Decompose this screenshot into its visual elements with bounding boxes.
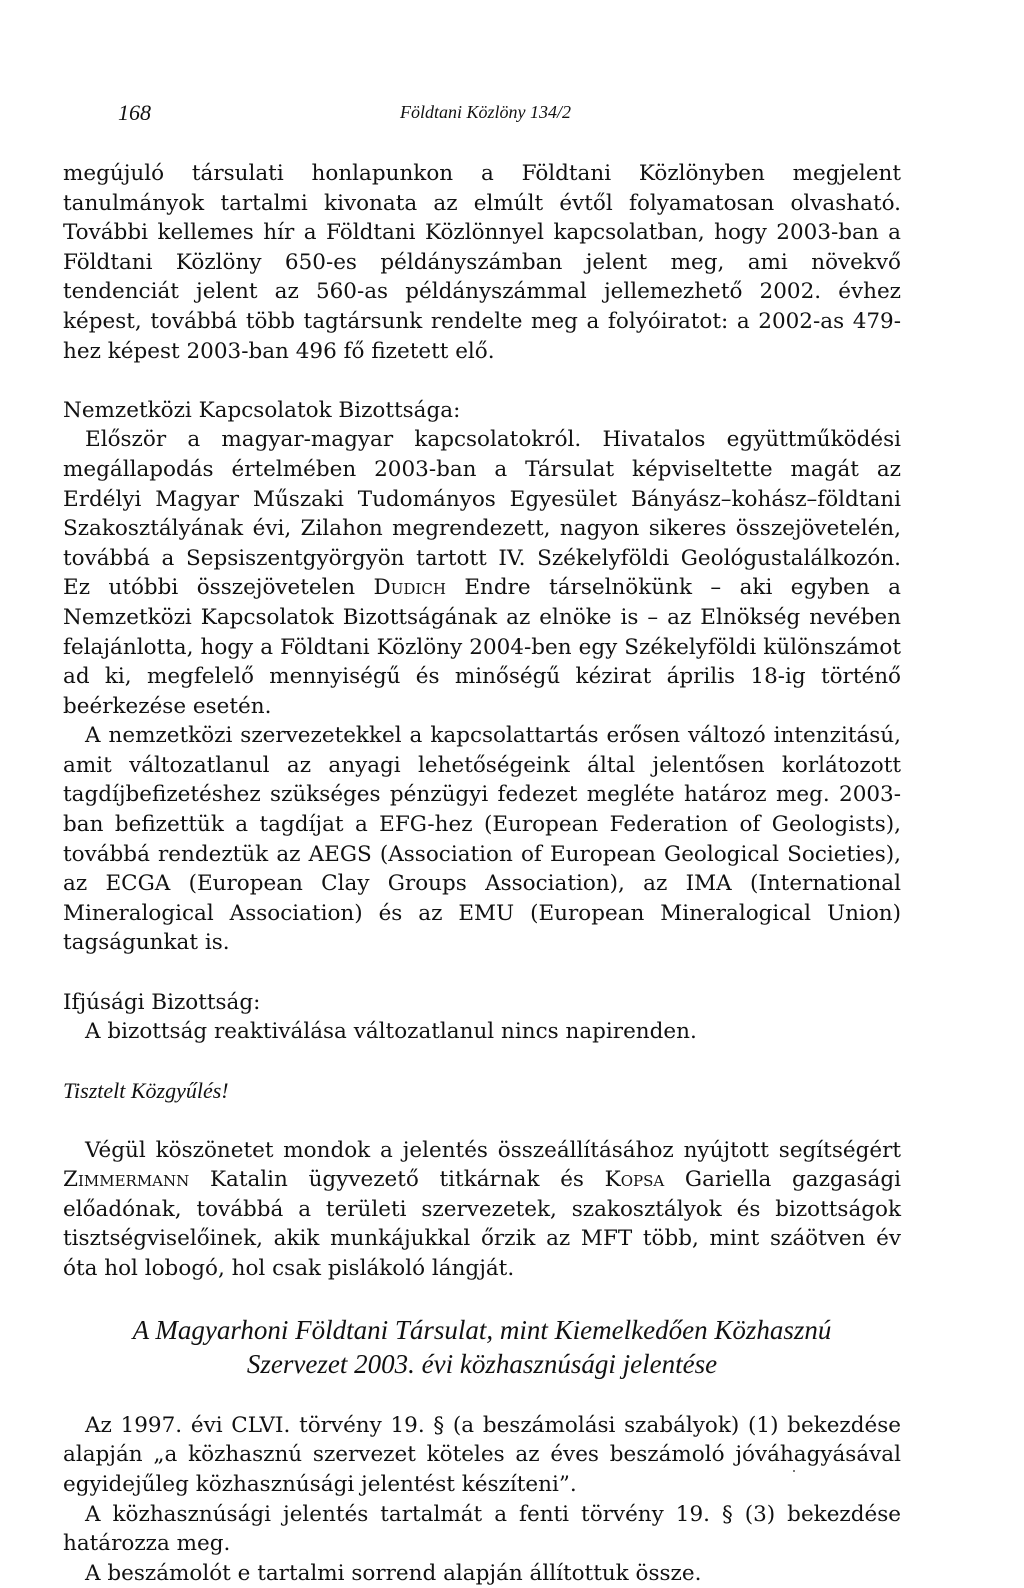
spacer: [63, 1047, 901, 1077]
salutation: Tisztelt Közgyűlés!: [63, 1078, 229, 1104]
section-title-international: Nemzetközi Kapcsolatok Bizottsága:: [63, 397, 461, 423]
paragraph-law-1: Az 1997. évi CLVI. törvény 19. § (a beszámolási szabályok) (1) bekezdése alapján „a közhasznú szervezet köteles az éves beszámoló jóváhagyásával egyidejűleg közhasznúsági jelentést készíteni”.: [63, 1412, 901, 1497]
paragraph-law-2: A közhasznúsági jelentés tartalmát a fenti törvény 19. § (3) bekezdése határozza meg.: [63, 1501, 901, 1557]
spacer: [63, 1284, 901, 1314]
section-heading-line-2: Szervezet 2003. évi közhasznúsági jelentése: [246, 1349, 718, 1380]
running-header: [118, 100, 906, 130]
text-run: Gariella gazgasági előadónak, továbbá a területi szervezetek, szakosztályok és bizottságok tisztségviselőinek, akik munkájukkal őrzik az MFT több, mint száötven év óta hol lobogó, hol csak pislákoló lángját.: [63, 1167, 901, 1281]
person-name: Zimmermann: [63, 1167, 190, 1193]
text-run: Katalin ügyvezető titkárnak és: [189, 1167, 605, 1193]
page-number: 168: [118, 100, 151, 125]
spacer: [63, 1106, 901, 1136]
paragraph-thanks: [63, 1136, 901, 1284]
spacer: [63, 1381, 901, 1411]
journal-title: Földtani Közlöny 134/2: [400, 102, 571, 122]
text-run: Endre társelnökünk – aki egyben a Nemzetközi Kapcsolatok Bizottságának az elnöke is – az Elnökség nevében felajánlotta, hogy a Földtani Közlöny 2004-ben egy Székelyföldi különszámot ad ki, megfelelő mennyiségű és minőségű kézirat április 18-ig történő beérkezése esetén.: [63, 575, 901, 719]
paragraph-journal-news: megújuló társulati honlapunkon a Földtani Közlönyben megjelent tanulmányok tartalmi kivonata az elmúlt évtől folyamatosan olvasható. További kellemes hír a Földtani Közlönnyel kapcsolatban, hogy 2003-ban a Földtani Közlöny 650-es példányszámban jelent meg, ami növekvő tendenciát jelent az 560-as példányszámmal jellemezhető 2002. évhez képest, továbbá több tagtársunk rendelte meg a folyóiratot: a 2002-as 479-hez képest 2003-ban 496 fő fizetett elő.: [63, 161, 901, 364]
paragraph-international-1: [63, 425, 901, 721]
paragraph-international-2: A nemzetközi szervezetekkel a kapcsolattartás erősen változó intenzitású, amit változatlanul az anyagi lehetőségeink által jelentősen korlátozott tagdíjbefizetéshez szükséges pénzügyi fedezet megléte határoz meg. 2003-ban befizettük a tagdíjat a EFG-hez (European Federation of Geologists), továbbá rendeztük az AEGS (Association of European Geological Societies), az ECGA (European Clay Groups Association), az IMA (International Mineralogical Association) és az EMU (European Mineralogical Union) tagságunkat is.: [63, 723, 901, 956]
section-heading-line-1: A Magyarhoni Földtani Társulat, mint Kiemelkedően Közhasznú: [132, 1315, 832, 1346]
paragraph-youth: A bizottság reaktiválása változatlanul nincs napirenden.: [85, 1019, 697, 1045]
page-body: [63, 159, 901, 1588]
paragraph-law-3: A beszámolót e tartalmi sorrend alapján állítottuk össze.: [85, 1560, 702, 1586]
scan-speck: [793, 1470, 795, 1472]
person-name: Dudich: [373, 575, 446, 601]
section-title-youth: Ifjúsági Bizottság:: [63, 989, 261, 1015]
spacer: [63, 366, 901, 396]
text-run: Végül köszönetet mondok a jelentés összeállításához nyújtott segítségért: [85, 1137, 901, 1163]
person-name: Kopsa: [604, 1167, 665, 1193]
spacer: [63, 958, 901, 988]
text-run: Először a magyar-magyar kapcsolatokról. Hivatalos együttműködési megállapodás értelmében 2003-ban a Társulat képviseltette magát az Erdélyi Magyar Műszaki Tudományos Egyesület Bányász–kohász–földtani Szakosztályának évi, Zilahon megrendezett, nagyon sikeres összejövetelén, továbbá a Sepsiszentgyörgyön tartott IV. Székelyföldi Geológustalálkozón. Ez utóbbi összejövetelen: [63, 427, 901, 601]
